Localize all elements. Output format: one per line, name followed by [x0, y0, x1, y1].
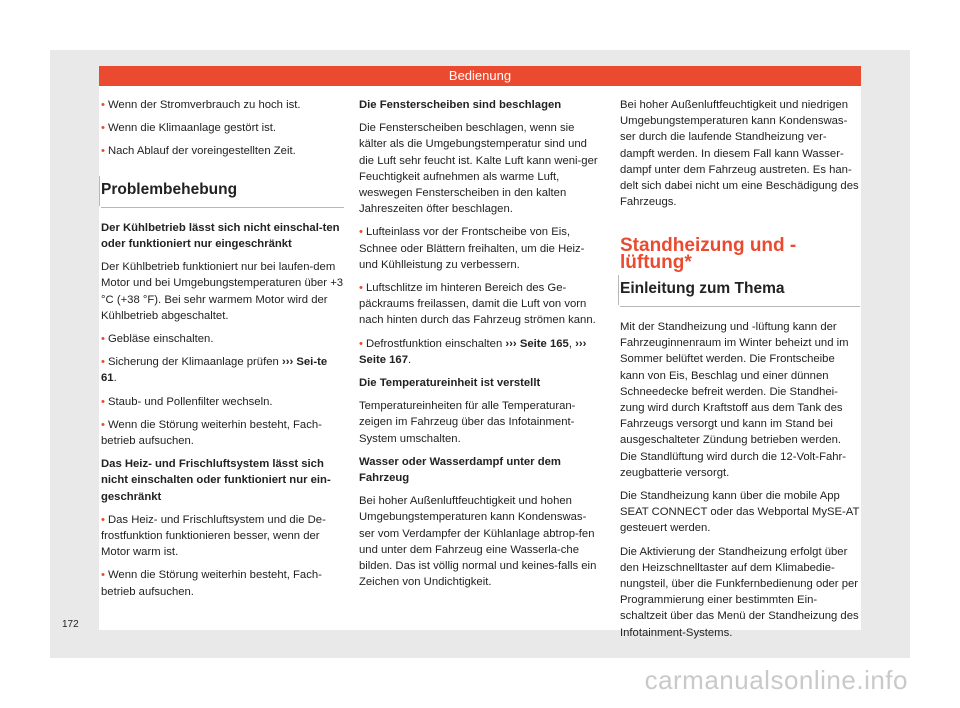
list-item: • Sicherung der Klimaanlage prüfen ››› Sei-te 61. [101, 356, 328, 385]
page-header: Bedienung [99, 66, 861, 86]
bullet-dot-icon: • [101, 122, 105, 135]
paragraph: Bei hoher Außenluftfeuchtigkeit und niedrigen Umgebungstemperaturen kann Kondenswas-ser durch die laufende Standheizung ver-dampft werden. In diesem Fall kann Wasser-dampf unter dem Fahrzeug austreten. Es han-delt sich dabei nicht um eine Beschädigung des Fahrzeugs. [620, 99, 859, 209]
bullet-dot-icon: • [101, 395, 105, 408]
page-reference-link[interactable]: ››› Seite 167 [359, 337, 587, 366]
bullet-dot-icon: • [101, 418, 105, 431]
paragraph: Die Fensterscheiben beschlagen, wenn sie kälter als die Umgebungstemperatur sind und die Luft sehr feucht ist. Kalte Luft kann weni-ger Feuchtigkeit aufnehmen als warme Luft, weswegen Fensterscheiben in den kalten Jahreszeiten öfter beschlagen. [359, 122, 598, 216]
list-item: • Das Heiz- und Frischluftsystem und die De-frostfunktion funktionieren besser, wenn der Motor warm ist. [101, 513, 326, 559]
subheading: Die Fensterscheiben sind beschlagen [359, 99, 562, 111]
column-middle [359, 97, 602, 597]
bullet-dot-icon: • [101, 333, 105, 346]
paragraph: Temperatureinheiten für alle Temperaturan-zeigen im Fahrzeug über das Infotainment-System umschalten. [359, 400, 576, 445]
list-item: • Lufteinlass vor der Frontscheibe von Eis, Schnee oder Blättern freihalten, um die Heiz- und Kühlleistung zu verbessern. [359, 226, 585, 271]
list-item: • Defrostfunktion einschalten ››› Seite 165, ››› Seite 167. [359, 337, 587, 366]
column-right [620, 97, 860, 648]
subheading: Der Kühlbetrieb lässt sich nicht einschal-ten oder funktioniert nur eingeschränkt [101, 221, 340, 251]
bullet-dot-icon: • [359, 226, 363, 239]
subheading: Die Temperatureinheit ist verstellt [359, 377, 541, 390]
section-heading-einleitung: Einleitung zum Thema [620, 281, 860, 307]
list-item: • Wenn die Störung weiterhin besteht, Fach-betrieb aufsuchen. [101, 569, 322, 598]
page-number: 172 [62, 619, 79, 630]
paragraph: Mit der Standheizung und -lüftung kann der Fahrzeuginnenraum im Winter beheizt und im Sommer belüftet werden. Die Frontscheibe kann von Eis, Beschlag und einer dünnen Schneedecke befreit werden. Die Standhei-zung wird durch Kraftstoff aus dem Tank des Fahrzeugs versorgt und kann im Stand bei ausgeschalteter Zündung betrieben werden. Die Standlüftung wird durch die 12-Volt-Fahr-zeugbatterie versorgt. [620, 321, 849, 479]
page-reference-link[interactable]: ››› Seite 165 [505, 337, 569, 350]
bullet-dot-icon: • [359, 282, 363, 295]
watermark: carmanualsonline.info [644, 665, 908, 695]
list-item: • Staub- und Pollenfilter wechseln. [101, 395, 273, 408]
paragraph: Die Aktivierung der Standheizung erfolgt über den Heizschnelltaster auf dem Klimabedie-nungsteil, über die Funkfernbedienung oder per Programmierung einer bestimmten Ein-schaltzeit über das Menü der Standheizung des Infotainment-Systems. [620, 545, 859, 639]
bullet-dot-icon: • [359, 337, 363, 350]
chapter-title: Standheizung und -lüftung* [620, 235, 797, 273]
paragraph: Die Standheizung kann über die mobile App SEAT CONNECT oder das Webportal MySE-AT gesteuert werden. [620, 490, 860, 535]
paragraph: Bei hoher Außenluftfeuchtigkeit und hohen Umgebungstemperaturen kann Kondenswas-ser vom Verdampfer der Kühlanlage abtrop-fen und unter dem Fahrzeug eine Wasserla-che bilden. Das ist völlig normal und keines-falls ein Zeichen von Undichtigkeit. [359, 495, 597, 589]
column-left [101, 97, 344, 607]
bullet-dot-icon: • [101, 569, 105, 582]
bullet-dot-icon: • [101, 145, 105, 158]
list-item: • Wenn die Klimaanlage gestört ist. [101, 122, 277, 135]
bullet-dot-icon: • [101, 513, 105, 526]
list-item: • Luftschlitze im hinteren Bereich des Ge-päckraums freilassen, damit die Luft von vorn nach hinten durch das Fahrzeug strömen kann. [359, 282, 596, 327]
list-item: • Nach Ablauf der voreingestellten Zeit. [101, 145, 296, 158]
subheading: Das Heiz- und Frischluftsystem lässt sich nicht einschalten oder funktioniert nur ein-geschränkt [101, 458, 331, 503]
list-item: • Wenn die Störung weiterhin besteht, Fach-betrieb aufsuchen. [101, 418, 322, 448]
bullet-dot-icon: • [101, 99, 105, 111]
heading-divider-tick [99, 176, 100, 206]
page-reference-link[interactable]: ››› Sei-te 61 [101, 356, 328, 385]
paragraph: Der Kühlbetrieb funktioniert nur bei laufen-dem Motor und bei Umgebungstemperaturen über +3 °C (+38 °F). Bei sehr warmem Motor wird der Kühlbetrieb abgeschaltet. [101, 261, 344, 322]
list-item: • Wenn der Stromverbrauch zu hoch ist. [101, 99, 301, 111]
heading-divider-tick [618, 275, 619, 305]
subheading: Wasser oder Wasserdampf unter dem Fahrzeug [359, 455, 561, 485]
bullet-dot-icon: • [101, 356, 105, 369]
list-item: • Gebläse einschalten. [101, 333, 214, 346]
section-heading-problembehebung: Problembehebung [101, 182, 344, 208]
